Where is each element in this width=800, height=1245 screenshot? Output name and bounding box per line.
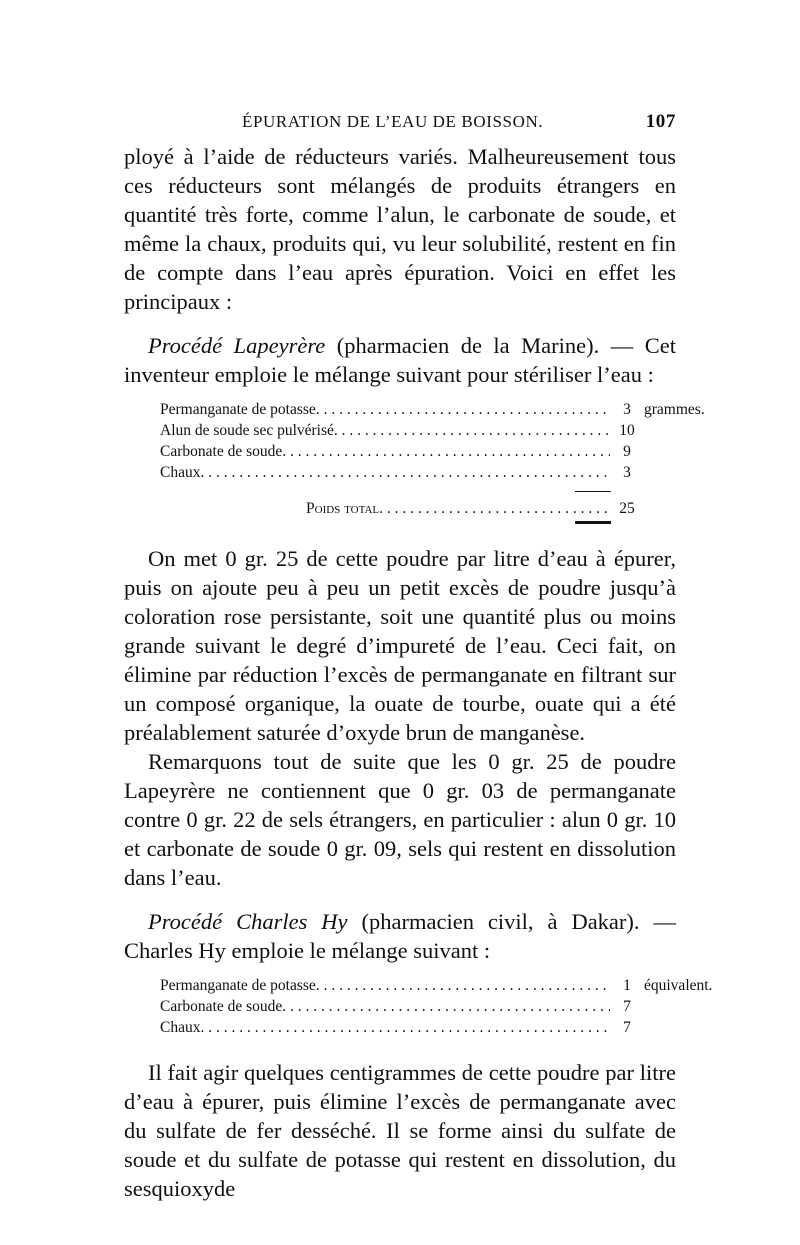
recipe-row xyxy=(160,462,644,483)
ingredient-name: Permanganate de potasse xyxy=(160,401,316,418)
total-value: 25 xyxy=(619,500,635,517)
page-number: 107 xyxy=(645,111,676,132)
ingredient-quantity: 3 xyxy=(623,401,631,418)
recipe-table-lapeyrere xyxy=(160,399,705,524)
ingredient-quantity: 10 xyxy=(619,422,635,439)
paragraph-remark: Remarquons tout de suite que les 0 gr. 25 de poudre Lapeyrère ne contiennent que 0 gr. 03 de permanganate contre 0 gr. 22 de sels étrangers, en particulier : alun 0 gr. 10 et carbonate de soude 0 gr. 09, sels qui restent en dissolution dans l’eau. xyxy=(124,749,676,890)
ingredient-name: Chaux xyxy=(160,1019,201,1036)
paragraph-text: (pharmacien de la Marine). — Cet inventeur emploie le mélange suivant pour stériliser l’eau : xyxy=(124,333,676,387)
leader-dots xyxy=(316,399,610,420)
ingredient-name: Alun de soude sec pulvérisé xyxy=(160,422,334,439)
paragraph-procedure: Il fait agir quelques centigrammes de cette poudre par litre d’eau à épurer, puis élimine l’excès de permanganate avec du sulfate de fer desséché. Il se forme ainsi du sulfate de soude et du sulfate de potasse qui restent en dissolution, du sesquioxyde xyxy=(124,1060,676,1201)
recipe-row xyxy=(160,996,644,1017)
paragraph-text: (pharmacien civil, à Dakar). — Charles Hy emploie le mélange suivant : xyxy=(124,909,676,963)
ingredient-quantity: 3 xyxy=(623,464,631,481)
ingredient-name: Permanganate de potasse xyxy=(160,977,316,994)
ingredient-quantity: 9 xyxy=(623,443,631,460)
process-name: Procédé Lapeyrère xyxy=(148,333,326,358)
leader-dots xyxy=(200,1017,610,1038)
paragraph-charles-hy xyxy=(124,907,676,965)
recipe-row xyxy=(160,420,644,441)
recipe-row: Permanganate de potasse . . . 1 équivalent. xyxy=(160,975,644,996)
recipe-row: Permanganate de potasse . . . 3 grammes. xyxy=(160,399,644,420)
recipe-table-charles-hy xyxy=(160,975,713,1038)
paragraph-method: On met 0 gr. 25 de cette poudre par litre d’eau à épurer, puis on ajoute peu à peu un petit excès de poudre jusqu’à coloration rose persistante, soit une quantité plus ou moins grande suivant le degré d’impureté de l’eau. Ceci fait, on élimine par réduction l’excès de permanganate en filtrant sur un composé organique, la ouate de tourbe, ouate qui a été préalablement saturée d’oxyde brun de manganèse. xyxy=(124,546,676,745)
sum-rule xyxy=(575,491,611,492)
total-row xyxy=(160,498,644,519)
ingredient-name: Chaux xyxy=(160,464,201,481)
running-header xyxy=(124,112,676,142)
ingredient-name: Carbonate de soude xyxy=(160,998,283,1015)
paragraph-lapeyrere xyxy=(124,331,676,389)
book-page xyxy=(124,111,713,1203)
total-label: Poids total xyxy=(306,500,380,517)
leader-dots xyxy=(200,462,610,483)
process-name: Procédé Charles Hy xyxy=(148,909,348,934)
recipe-row xyxy=(160,441,644,462)
ingredient-quantity: 7 xyxy=(623,1019,631,1036)
ingredient-quantity: 1 xyxy=(623,977,631,994)
paragraph-continuation: ployé à l’aide de réducteurs variés. Malheureusement tous ces réducteurs sont mélangés de produits étrangers en quantité très forte, comme l’alun, le carbonate de soude, et même la chaux, produits qui, vu leur solubilité, restent en fin de compte dans l’eau après épuration. Voici en effet les principaux : xyxy=(124,144,676,314)
recipe-row xyxy=(160,1017,644,1038)
leader-dots xyxy=(379,498,610,519)
ingredient-quantity: 7 xyxy=(623,998,631,1015)
ingredient-name: Carbonate de soude xyxy=(160,443,283,460)
leader-dots xyxy=(316,975,610,996)
total-rule xyxy=(575,521,611,524)
running-title: ÉPURATION DE L’EAU DE BOISSON. xyxy=(242,112,544,131)
leader-dots xyxy=(282,441,610,462)
leader-dots xyxy=(334,420,610,441)
leader-dots xyxy=(282,996,610,1017)
